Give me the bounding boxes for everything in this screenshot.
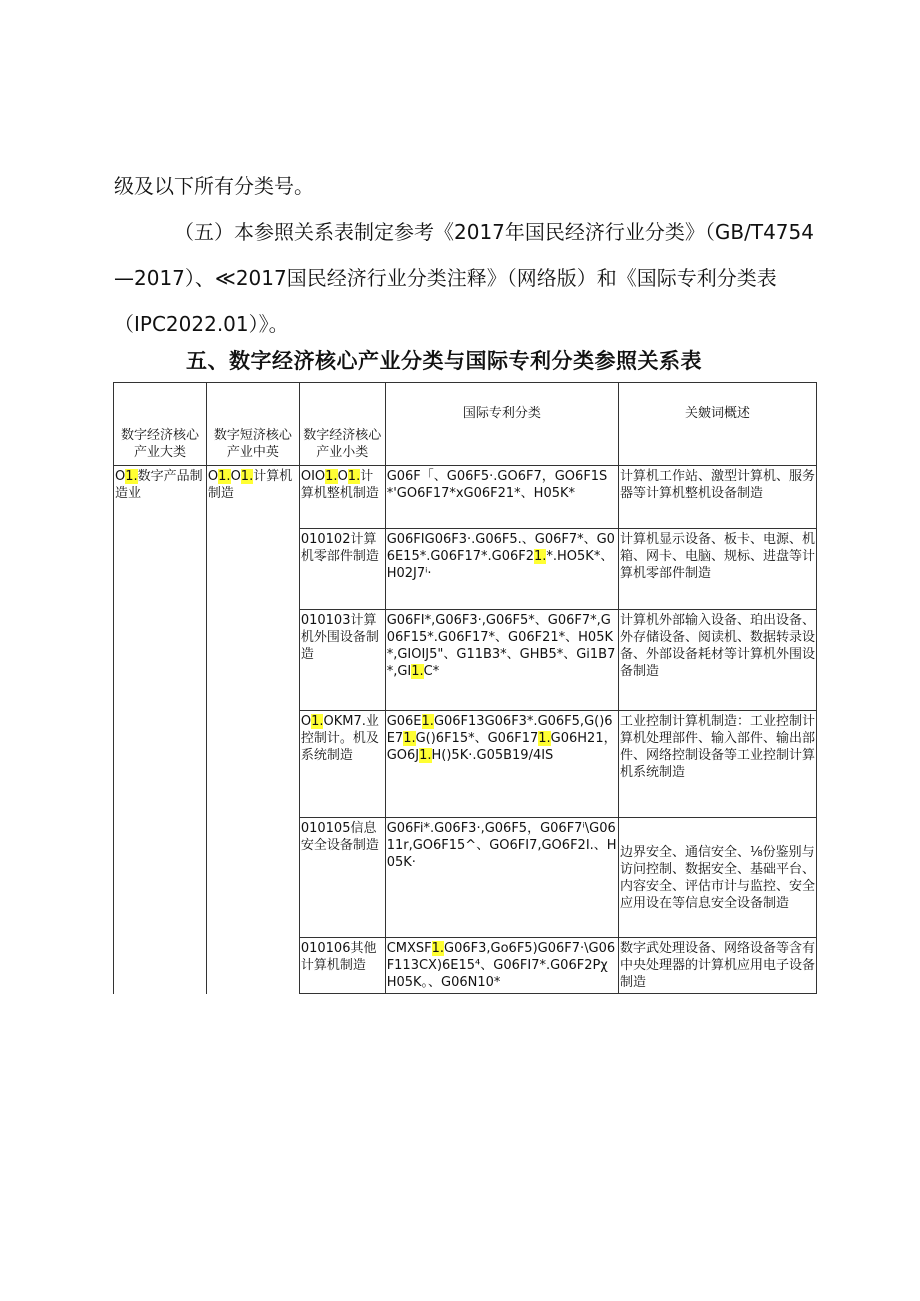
keywords-cell: 计算机外部输入设备、珀出设备、外存储设备、阅读机、数据转录设备、外部设备耗材等计算机外围设备制造 [619, 610, 817, 711]
ipc-cell: CMXSF1.G06F3,Go6F5)G06F7·\G06F113CX)6E15⁴、G06FI7*.G06F2PχH05K。、G06N10* [385, 938, 618, 994]
ipc-cell: G06FIG06F3·.G06F5.、G06F7*、G06E15*.G06F17*.G06F21.*.HO5K*、H02J7ⁱ· [385, 529, 618, 610]
ipc-cell: G06FI*,G06F3·,G06F5*、G06F7*,G06F15*.G06F17*、G06F21*、H05K*,GIOIJ5"、G11B3*、GHB5*、Gi1B7*,GI1.C* [385, 610, 618, 711]
sub-category-cell: 010103计算机外围设备制造 [299, 610, 385, 711]
keywords-cell: 计算机工作站、激型计算机、服务器等计算机整机设备制造 [619, 466, 817, 529]
major-category-cell: O1.数字产品制造业 [114, 466, 207, 994]
table-row [114, 466, 817, 529]
header-major-category: 数字经济核心产业大类 [114, 383, 207, 466]
keywords-cell: 计算机显示设备、板卡、电源、机箱、网卡、电脑、规标、进盘等计算机零部件制造 [619, 529, 817, 610]
ipc-cell: G06F「、G06F5·.GO6F7，GO6F1S*'GO6F17*xG06F21*、H05K* [385, 466, 618, 529]
ipc-cell: G06E1.G06F13G06F3*.G06F5,G()6E71.G()6F15*、G06F171.G06H21，GO6J1.H()5K·.G05B19/4IS [385, 711, 618, 818]
sub-category-cell: OIO1.O1.计算机整机制造 [299, 466, 385, 529]
header-keywords: 关皴词概述 [619, 383, 817, 466]
paragraph-continuation: 级及以下所有分类号。 [114, 174, 314, 198]
sub-category-cell: 010102计算机零部件制造 [299, 529, 385, 610]
ipc-cell: G06Fi*.G06F3·,G06F5，G06F7ⁱ\G0611r,GO6F15^、GO6FI7,GO6F2I.、H05K· [385, 818, 618, 938]
sub-category-cell: 010106其他计算机制造 [299, 938, 385, 994]
header-sub-category: 数字经济核心产业小类 [299, 383, 385, 466]
header-ipc: 国际专利分类 [385, 383, 618, 466]
keywords-cell: 边界安全、通信安全、⅛份鉴别与访问控制、数据安全、基础平台、内容安全、评估市计与监控、安全应用设在等信息安全设备制造 [619, 818, 817, 938]
keywords-cell: 数字武处理设备、网络设备等含有中央处理器的计算机应用电子设备制造 [619, 938, 817, 994]
table-title: 五、数字经济核心产业分类与国际专利分类参照关系表 [186, 349, 702, 373]
header-middle-category: 数字短济核心产业中英 [206, 383, 299, 466]
sub-category-cell: 010105信息安全设备制造 [299, 818, 385, 938]
table-header-row [114, 383, 817, 466]
sub-category-cell: O1.OKM7.业控制计。机及系统制造 [299, 711, 385, 818]
middle-category-cell: O1.O1.计算机制造 [206, 466, 299, 994]
keywords-cell: 工业控制计算机制造：工业控制计算机处理部件、输入部件、输出部件、网络控制设备等工业控制计算机系统制造 [619, 711, 817, 818]
reference-table [113, 382, 817, 994]
paragraph-references: （五）本参照关系表制定参考《2017年国民经济行业分类》（GB/T4754—2017）、≪2017国民经济行业分类注释》（网络版）和《国际专利分类表（IPC2022.01）》。 [114, 220, 814, 336]
